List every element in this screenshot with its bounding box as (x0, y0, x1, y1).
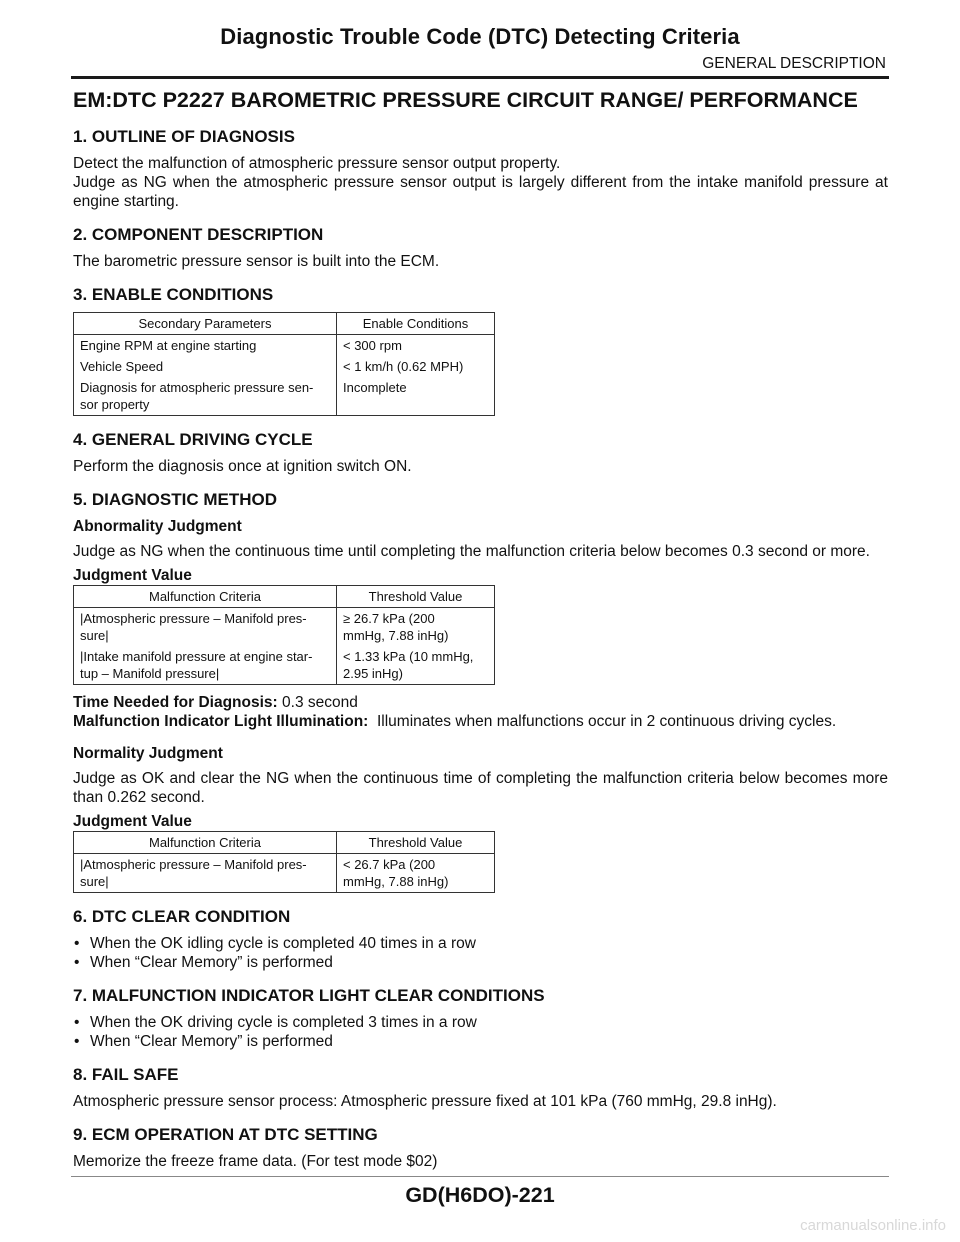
paragraph: Atmospheric pressure sensor process: Atmospheric pressure fixed at 101 kPa (760 mmHg, 29.8 inHg). (73, 1093, 777, 1110)
bullet-list (73, 1013, 888, 1051)
table-cell: < 300 rpm (337, 335, 495, 357)
table-cell: ≥ 26.7 kPa (200 mmHg, 7.88 inHg) (337, 608, 495, 647)
table-header: Malfunction Criteria (74, 586, 337, 608)
table-cell: Incomplete (337, 377, 495, 416)
table-header: Threshold Value (337, 586, 495, 608)
section-heading: 8. FAIL SAFE (73, 1065, 179, 1084)
section-heading: 1. OUTLINE OF DIAGNOSIS (73, 127, 295, 146)
normality-table (73, 831, 495, 893)
list-item: • When the OK idling cycle is completed 40 times in a row (74, 935, 476, 952)
table-cell: Vehicle Speed (74, 356, 337, 377)
table-header-row (74, 586, 495, 608)
table-header: Malfunction Criteria (74, 832, 337, 854)
table-row (74, 646, 495, 685)
list-item: • When the OK driving cycle is completed 3 times in a row (74, 1014, 477, 1031)
section-label: GENERAL DESCRIPTION (702, 55, 886, 72)
section-heading: 4. GENERAL DRIVING CYCLE (73, 430, 313, 449)
table-header-row (74, 832, 495, 854)
bullet-list (73, 934, 888, 972)
table-row (74, 335, 495, 357)
table-row (74, 377, 495, 416)
section-heading: 7. MALFUNCTION INDICATOR LIGHT CLEAR CONDITIONS (73, 986, 545, 1005)
mil-label: Malfunction Indicator Light Illumination: (73, 713, 369, 730)
list-item-text: When the OK idling cycle is completed 40 times in a row (90, 935, 476, 952)
watermark: carmanualsonline.info (800, 1217, 946, 1234)
abnormality-table (73, 585, 495, 685)
paragraph: The barometric pressure sensor is built into the ECM. (73, 253, 440, 270)
section-heading: 6. DTC CLEAR CONDITION (73, 907, 291, 926)
table-row (74, 608, 495, 647)
section-heading: 2. COMPONENT DESCRIPTION (73, 225, 324, 244)
table-header: Threshold Value (337, 832, 495, 854)
header-divider (71, 76, 889, 79)
section-heading: 9. ECM OPERATION AT DTC SETTING (73, 1125, 378, 1144)
paragraph: Judge as NG when the continuous time until completing the malfunction criteria below becomes 0.3 second or more. (73, 543, 870, 560)
mil-value: Illuminates when malfunctions occur in 2 continuous driving cycles. (376, 713, 837, 730)
paragraph: Judge as OK and clear the NG when the continuous time of completing the malfunction criteria below becomes more than 0.262 second. (73, 770, 888, 806)
page-code: GD(H6DO)-221 (405, 1183, 555, 1207)
dtc-title: EM:DTC P2227 BAROMETRIC PRESSURE CIRCUIT RANGE/ PERFORMANCE (73, 88, 858, 112)
time-needed (73, 693, 888, 712)
table-header: Enable Conditions (337, 313, 495, 335)
list-item-text: When the OK driving cycle is completed 3 times in a row (90, 1014, 477, 1031)
subheading: Normality Judgment (73, 745, 223, 762)
section-heading: 3. ENABLE CONDITIONS (73, 285, 274, 304)
table-cell: |Intake manifold pressure at engine star- tup – Manifold pressure| (74, 646, 337, 685)
judgment-value-label: Judgment Value (73, 813, 192, 830)
table-cell: Engine RPM at engine starting (74, 335, 337, 357)
paragraph: Perform the diagnosis once at ignition switch ON. (73, 458, 412, 475)
table-header: Secondary Parameters (74, 313, 337, 335)
time-needed-value: 0.3 second (282, 694, 358, 711)
table-cell: Diagnosis for atmospheric pressure sen- sor property (74, 377, 337, 416)
list-item-text: When “Clear Memory” is performed (90, 1033, 333, 1050)
enable-conditions-table (73, 312, 495, 416)
page-content (73, 88, 888, 1171)
table-cell: < 1 km/h (0.62 MPH) (337, 356, 495, 377)
section-heading: 5. DIAGNOSTIC METHOD (73, 490, 278, 509)
time-needed-label: Time Needed for Diagnosis: (73, 694, 278, 711)
list-item-text: When “Clear Memory” is performed (90, 954, 333, 971)
list-item: • When “Clear Memory” is performed (74, 954, 333, 971)
table-cell: |Atmospheric pressure – Manifold pres- sure| (74, 854, 337, 893)
table-cell: |Atmospheric pressure – Manifold pres- sure| (74, 608, 337, 647)
subheading: Abnormality Judgment (73, 518, 242, 535)
table-cell: < 26.7 kPa (200 mmHg, 7.88 inHg) (337, 854, 495, 893)
table-row (74, 356, 495, 377)
judgment-value-label: Judgment Value (73, 567, 192, 584)
paragraph: Judge as NG when the atmospheric pressure sensor output is largely different from the intake manifold pressure at engine starting. (73, 174, 888, 210)
table-cell: < 1.33 kPa (10 mmHg, 2.95 inHg) (337, 646, 495, 685)
paragraph: Detect the malfunction of atmospheric pressure sensor output property. (73, 155, 561, 172)
page-title: Diagnostic Trouble Code (DTC) Detecting Criteria (220, 24, 740, 49)
footer-divider (71, 1176, 889, 1177)
table-row (74, 854, 495, 893)
list-item: • When “Clear Memory” is performed (74, 1033, 333, 1050)
paragraph: Memorize the freeze frame data. (For test mode $02) (73, 1153, 438, 1170)
table-header-row (74, 313, 495, 335)
mil-illumination (73, 712, 888, 731)
